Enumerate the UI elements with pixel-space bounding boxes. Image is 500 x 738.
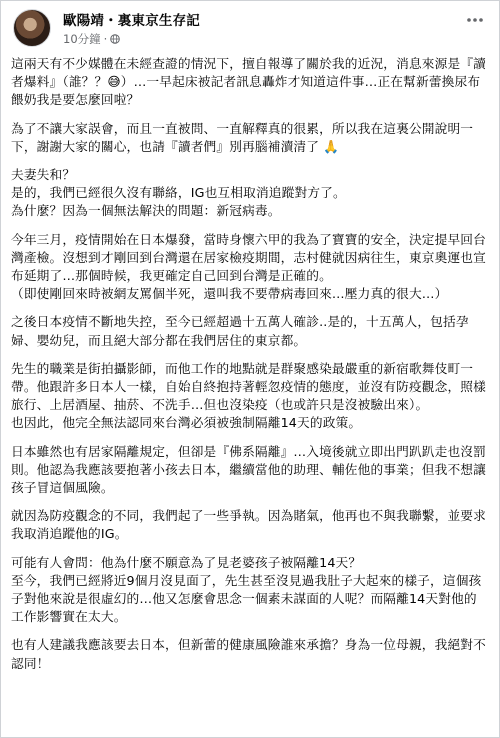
globe-icon[interactable] (110, 34, 120, 44)
post-paragraph: 先生的職業是街拍攝影師，而他工作的地點就是群聚感染最嚴重的新宿歌舞伎町一帶。他跟許多日本人一樣，自始自終抱持著輕忽疫情的態度，並沒有防疫觀念，照樣旅行、上居酒屋、抽菸、不洗手…但也沒染疫（也或許只是沒被驗出來）。 也因此，他完全無法認同來台灣必須被強制隔離14天的政策。 (11, 360, 486, 431)
post-paragraph: 日本雖然也有居家隔離規定，但卻是『佛系隔離』…入境後就立即出門趴趴走也沒罰則。他認為我應該要抱著小孩去日本，繼續當他的助理、輔佐他的事業；但我不想讓孩子冒這個風險。 (11, 443, 486, 496)
avatar[interactable] (13, 9, 51, 47)
post-time[interactable]: 10分鐘 (63, 32, 101, 46)
post-body (1, 55, 499, 673)
post-paragraph: 也有人建議我應該要去日本，但新蕾的健康風險誰來承擔？身為一位母親，我絕對不認同！ (11, 637, 486, 671)
post-paragraph: 夫妻失和？ 是的，我們已經很久沒有聯絡，IG也互相取消追蹤對方了。 為什麼？因為一個無法解決的問題：新冠病毒。 (11, 167, 346, 219)
post-paragraph: 就因為防疫觀念的不同，我們起了一些爭執。因為賭氣，他再也不與我聯繫，並要求我取消追蹤他的IG。 (11, 508, 486, 542)
post-meta: 10分鐘 · (63, 31, 120, 47)
more-icon[interactable] (461, 11, 489, 29)
post-paragraph: 為了不讓大家誤會，而且一直被問、一直解釋真的很累，所以我在這裏公開說明一下，謝謝大家的關心，也請『讀者們』別再腦補瀆清了 🙏 (11, 120, 474, 154)
post-paragraph: 今年三月，疫情開始在日本爆發，當時身懷六甲的我為了寶寶的安全，決定提早回台灣產檢。沒想到才剛回到台灣還在居家檢疫期間，志村健就因病往生，東京奧運也宣布延期了…那個時候，我更確定自己回到台灣是正確的。 （即使剛回來時被網友罵個半死，還叫我不要帶病毒回來…壓力真的很大…） (11, 231, 486, 302)
post-paragraph: 可能有人會問：他為什麼不願意為了見老婆孩子被隔離14天？ 至今，我們已經將近9個月沒見面了，先生甚至沒見過我肚子大起來的樣子，這個孩子對他來說是很虛幻的…他又怎麼會思念一個素未謀面的人呢？而隔離14天對他的工作影響實在太大。 (11, 554, 482, 625)
author-name[interactable]: 歐陽靖・裏東京生存記 (63, 13, 200, 29)
post-paragraph: 這兩天有不少媒體在未經查證的情況下，擅自報導了關於我的近況，消息來源是『讀者爆料』（誰？？😅）…一早起床被記者訊息轟炸才知道這件事…正在幫新蕾換尿布餵奶我是要怎麼回啦？ (11, 56, 486, 108)
post-paragraph: 之後日本疫情不斷地失控，至今已經超過十五萬人確診..是的，十五萬人，包括孕婦、嬰幼兒，而且絕大部分都在我們居住的東京都。 (11, 314, 469, 348)
post-header (1, 1, 499, 53)
